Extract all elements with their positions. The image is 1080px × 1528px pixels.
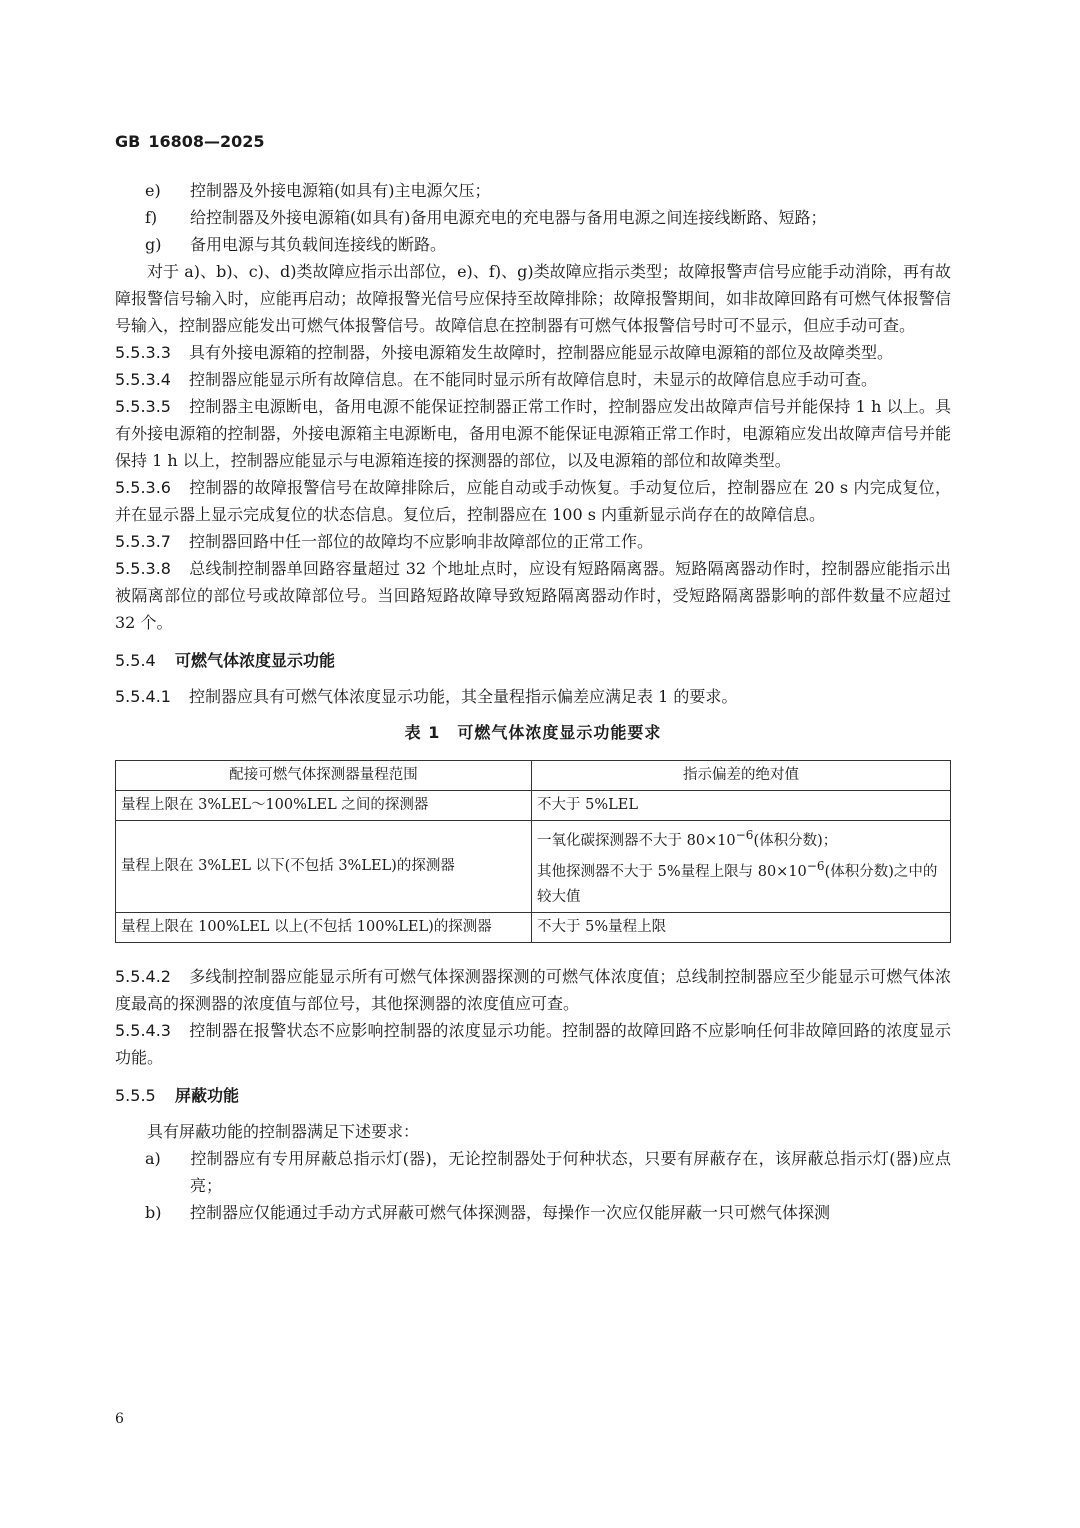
clause-5-5-4-1: 5.5.4.1 控制器应具有可燃气体浓度显示功能，其全量程指示偏差应满足表 1 的要求。 bbox=[115, 687, 738, 706]
list-item-g: g) 备用电源与其负载间连接线的断路。 bbox=[145, 235, 447, 254]
table-row bbox=[116, 791, 951, 821]
clause-5-5-3-5: 5.5.3.5 控制器主电源断电，备用电源不能保证控制器正常工作时，控制器应发出故障声信号并能保持 1 h 以上。具有外接电源箱的控制器，外接电源箱主电源断电，备用电源不能保证电源箱正常工作时，电源箱应发出故障声信号并能保持 1 h 以上，控制器应能显示与电源箱连接的探测器的部位，以及电源箱的部位和故障类型。 bbox=[115, 397, 951, 470]
header-code: 16808—2025 bbox=[148, 132, 265, 151]
clause-5-5-3-4: 5.5.3.4 控制器应能显示所有故障信息。在不能同时显示所有故障信息时，未显示的故障信息应手动可查。 bbox=[115, 370, 878, 389]
after-table-block bbox=[115, 963, 951, 1071]
table-cell: 不大于 5%量程上限 bbox=[532, 912, 951, 942]
table-cell: 量程上限在 3%LEL 以下(不包括 3%LEL)的探测器 bbox=[116, 821, 532, 913]
shield-intro-paragraph: 具有屏蔽功能的控制器满足下述要求： bbox=[147, 1121, 420, 1141]
clause-5-5-3-8: 5.5.3.8 总线制控制器单回路容量超过 32 个地址点时，应设有短路隔离器。短路隔离器动作时，控制器应能指示出被隔离部位的部位号或故障部位号。当回路短路故障导致短路隔离器动作时，受短路隔离器影响的部件数量不应超过 32 个。 bbox=[115, 559, 951, 632]
table-cell: 量程上限在 100%LEL 以上(不包括 100%LEL)的探测器 bbox=[116, 912, 532, 942]
section-heading-5-5-4: 5.5.4 可燃气体浓度显示功能 bbox=[115, 651, 336, 670]
list-item-b: b) 控制器应仅能通过手动方式屏蔽可燃气体探测器，每操作一次应仅能屏蔽一只可燃气体探测 bbox=[145, 1202, 831, 1222]
list-item-f: f) 给控制器及外接电源箱(如具有)备用电源充电的充电器与备用电源之间连接线断路、短路； bbox=[145, 208, 827, 227]
table-header-cell: 配接可燃气体探测器量程范围 bbox=[116, 761, 532, 791]
table-cell-line: 其他探测器不大于 5%量程上限与 $80\times 10^{-6}$(体积分数)之中的较大值 bbox=[537, 858, 938, 905]
clause-5-5-4-2: 5.5.4.2 多线制控制器应能显示所有可燃气体探测器探测的可燃气体浓度值；总线制控制器应至少能显示可燃气体浓度最高的探测器的浓度值与部位号，其他探测器的浓度值应可查。 bbox=[115, 966, 951, 1013]
table-header-cell: 指示偏差的绝对值 bbox=[532, 761, 951, 791]
list-item-a: a) 控制器应有专用屏蔽总指示灯(器)，无论控制器处于何种状态，只要有屏蔽存在，该屏蔽总指示灯(器)应点亮； bbox=[145, 1148, 951, 1195]
table-cell bbox=[532, 821, 951, 913]
table-row bbox=[116, 821, 951, 913]
page-content bbox=[115, 177, 951, 1226]
section-heading-5-5-5: 5.5.5 屏蔽功能 bbox=[115, 1085, 240, 1105]
table-cell-line: 一氧化碳探测器不大于 $80\times 10^{-6}$(体积分数)； bbox=[537, 828, 838, 849]
table-row bbox=[116, 912, 951, 942]
table-cell: 量程上限在 3%LEL～100%LEL 之间的探测器 bbox=[116, 791, 532, 821]
page-number: 6 bbox=[115, 1411, 124, 1427]
fault-paragraph: 对于 a)、b)、c)、d)类故障应指示出部位，e)、f)、g)类故障应指示类型；故障报警声信号应能手动消除，再有故障报警信号输入时，应能再启动；故障报警光信号应保持至故障排除；故障报警期间，如非故障回路有可燃气体报警信号输入，控制器应能发出可燃气体报警信号。故障信息在控制器有可燃气体报警信号时可不显示，但应手动可查。 bbox=[115, 262, 951, 335]
clause-5-5-3-7: 5.5.3.7 控制器回路中任一部位的故障均不应影响非故障部位的正常工作。 bbox=[115, 532, 654, 551]
clause-5-5-3-3: 5.5.3.3 具有外接电源箱的控制器，外接电源箱发生故障时，控制器应能显示故障电源箱的部位及故障类型。 bbox=[115, 343, 894, 362]
list-item-e: e) 控制器及外接电源箱(如具有)主电源欠压； bbox=[145, 181, 491, 200]
table-caption: 表 1 可燃气体浓度显示功能要求 bbox=[404, 723, 662, 742]
clause-5-5-4-3: 5.5.4.3 控制器在报警状态不应影响控制器的浓度显示功能。控制器的故障回路不应影响任何非故障回路的浓度显示功能。 bbox=[115, 1020, 951, 1067]
header-prefix: GB bbox=[115, 132, 141, 151]
clause-5-5-3-6: 5.5.3.6 控制器的故障报警信号在故障排除后，应能自动或手动恢复。手动复位后，控制器应在 20 s 内完成复位，并在显示器上显示完成复位的状态信息。复位后，控制器应在 100 s 内重新显示尚存在的故障信息。 bbox=[115, 478, 951, 524]
table-header-row bbox=[116, 761, 951, 791]
requirements-table bbox=[115, 760, 951, 943]
standard-header bbox=[115, 128, 265, 155]
table-cell: 不大于 5%LEL bbox=[532, 791, 951, 821]
